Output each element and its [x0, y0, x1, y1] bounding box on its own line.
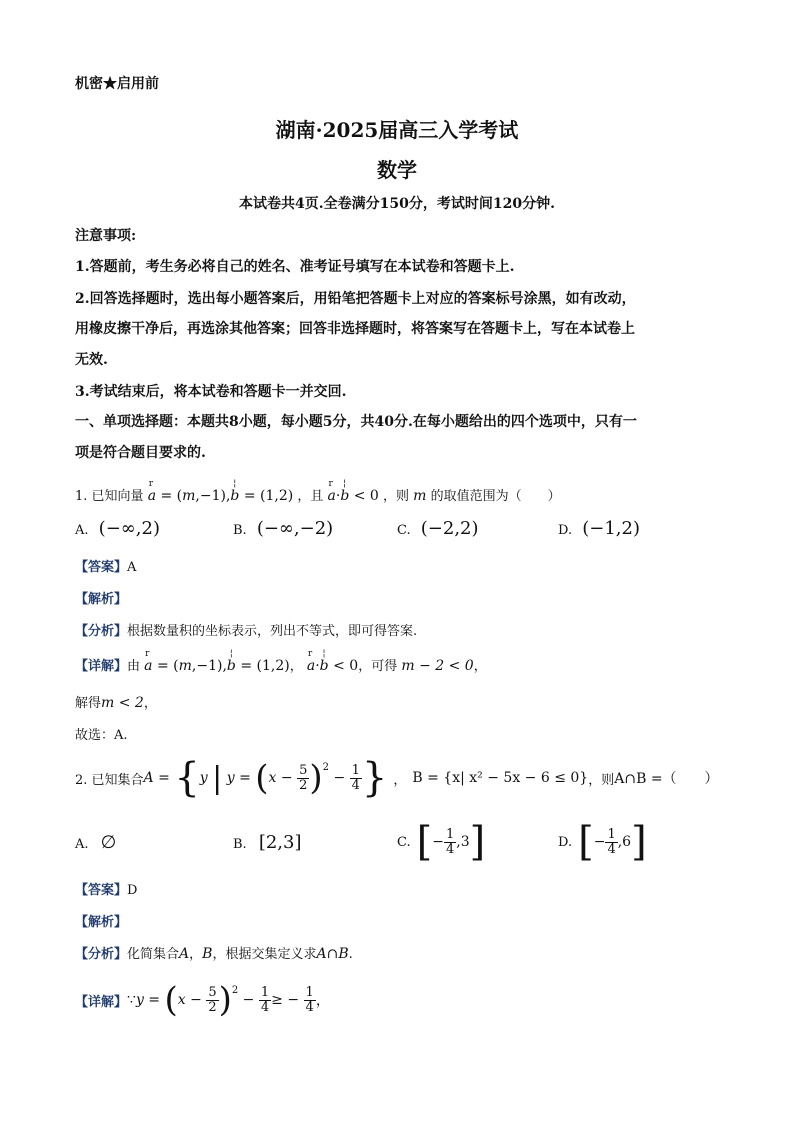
q2-option-c[interactable]	[397, 819, 486, 865]
q2-analysis-tag: 【解析】	[75, 915, 128, 930]
q2-answer	[75, 879, 137, 898]
question-1-then: ，则	[382, 489, 409, 504]
question-2-ask: A∩B =（ ）	[614, 771, 719, 787]
fenxi-part-b: ，根据交集定义求	[212, 947, 317, 962]
q1-analysis-tag: 【解析】	[75, 592, 128, 607]
fenxi-tag: 【分析】	[75, 624, 128, 639]
q1-option-d[interactable]	[558, 518, 640, 539]
note-2-line-3: 无效.	[75, 352, 108, 368]
vector-def-repeat: r a = (m,−1), ¦ b = (1,2)	[144, 658, 290, 674]
q1-option-c[interactable]	[397, 518, 479, 539]
option-c-math: [ − $\frac{1}{4}$ ,3 ]	[416, 819, 486, 865]
answer-value: A	[127, 560, 137, 575]
xiangjie-mid: ，	[289, 659, 303, 674]
xiangjie-math: ∵ y = ( x − $\frac{5}{2}$ ) $^2$ − $\frac{1}{4}$ ≥ − $\frac{1}{4}$ ，	[127, 980, 330, 1020]
q2-fenxi: 【分析】化简集合A，B，根据交集定义求A∩B.	[75, 946, 353, 962]
option-letter: A.	[75, 837, 89, 852]
notes-heading: 注意事项:	[75, 228, 137, 244]
option-value: (−1,2)	[582, 518, 640, 539]
fenxi-tag: 【分析】	[75, 947, 128, 962]
question-2-then: ，则	[588, 772, 615, 788]
note-2-line-2: 用橡皮擦干净后，再选涂其他答案；回答非选择题时，将答案写在答题卡上，写在本试卷上	[75, 321, 635, 337]
q2-option-d[interactable]	[558, 819, 647, 865]
confidential-label: 机密★启用前	[75, 76, 159, 92]
option-value: ∅	[100, 832, 117, 853]
option-letter: B.	[233, 523, 247, 538]
option-value: [2,3]	[258, 832, 302, 853]
xiangjie-tag: 【详解】	[75, 659, 128, 674]
dot-product-condition: r a· ¦ b < 0	[328, 488, 379, 504]
q1-answer	[75, 556, 136, 575]
xiangjie-tag: 【详解】	[75, 994, 128, 1010]
fenxi-part-a: 化简集合	[127, 947, 180, 962]
question-1-prefix: 1. 已知向量	[75, 489, 144, 504]
option-letter: C.	[397, 834, 411, 850]
xiangjie-after: ，可得	[358, 659, 398, 674]
exam-info: 本试卷共4页.全卷满分150分，考试时间120分钟.	[239, 196, 555, 212]
section-heading-line-2: 项是符合题目要求的.	[75, 445, 206, 461]
option-d-math: [ − $\frac{1}{4}$ ,6 ]	[578, 819, 647, 865]
option-value: (−∞,−2)	[256, 518, 334, 539]
q1-option-a[interactable]	[75, 518, 160, 539]
inequality: m − 2 < 0	[401, 658, 474, 674]
answer-tag: 【答案】	[75, 883, 128, 898]
solve-prefix: 解得	[75, 696, 102, 711]
dot-product-repeat: r a· ¦ b < 0	[307, 658, 358, 674]
answer-value: D	[127, 883, 138, 898]
answer-tag: 【答案】	[75, 560, 128, 575]
solve-end: ，	[143, 696, 157, 711]
variable-m: m	[413, 488, 427, 504]
note-2-line-1: 2.回答选择题时，选出每小题答案后，用铅笔把答题卡上对应的答案标号涂黑，如有改动，	[75, 291, 636, 307]
question-1-mid: ，且	[297, 489, 324, 504]
xiangjie-end: ，	[473, 659, 487, 674]
exam-subject: 数学	[377, 158, 417, 182]
option-letter: C.	[397, 523, 411, 538]
note-1: 1.答题前，考生务必将自己的姓名、准考证号填写在本试卷和答题卡上.	[75, 259, 515, 275]
set-b-def: B = {x| x² − 5x − 6 ≤ 0}	[412, 770, 589, 786]
option-letter: D.	[558, 523, 573, 538]
q2-xiangjie	[75, 978, 330, 1022]
xiangjie-prefix: 由	[127, 659, 141, 674]
q1-solve	[75, 692, 157, 711]
fenxi-part-c: .	[348, 947, 353, 962]
option-letter: D.	[558, 834, 573, 850]
q2-option-b[interactable]	[233, 832, 302, 853]
q1-fenxi	[75, 620, 417, 639]
note-3: 3.考试结束后，将本试卷和答题卡一并交回.	[75, 384, 347, 400]
exam-title: 湖南·2025届高三入学考试	[275, 118, 519, 142]
q1-option-b[interactable]	[233, 518, 333, 539]
question-2-prefix: 2. 已知集合	[75, 772, 144, 788]
option-letter: A.	[75, 523, 89, 538]
section-heading-line-1: 一、单项选择题：本题共8小题，每小题5分，共40分.在每小题给出的四个选项中，只有一	[75, 414, 637, 430]
question-2-stem: 2. 已知集合 A = { y | y = ( x − $\frac{5}{2}$ ) $^2$ − $\frac{1}{4}$ } ， B = {x| x² − 5x − 6 ≤ 0} ，则 A∩B =（ ）	[75, 755, 719, 801]
question-1-stem	[75, 485, 561, 504]
set-a-def: A = { y | y = ( x − $\frac{5}{2}$ ) $^2$ − $\frac{1}{4}$ }	[143, 755, 388, 801]
vector-a-def: r a = (m,−1), ¦ b = (1,2)	[148, 488, 294, 504]
q2-option-a[interactable]	[75, 832, 116, 853]
solve-inequality: m < 2	[101, 695, 144, 711]
option-letter: B.	[233, 837, 247, 852]
fenxi-text: 根据数量积的坐标表示，列出不等式，即可得答案.	[127, 624, 418, 639]
option-value: (−2,2)	[420, 518, 479, 539]
q1-xiangjie	[75, 655, 487, 674]
question-1-end: 的取值范围为（ ）	[430, 489, 561, 504]
q1-choose: 故选：A.	[75, 728, 128, 743]
option-value: (−∞,2)	[98, 518, 160, 539]
